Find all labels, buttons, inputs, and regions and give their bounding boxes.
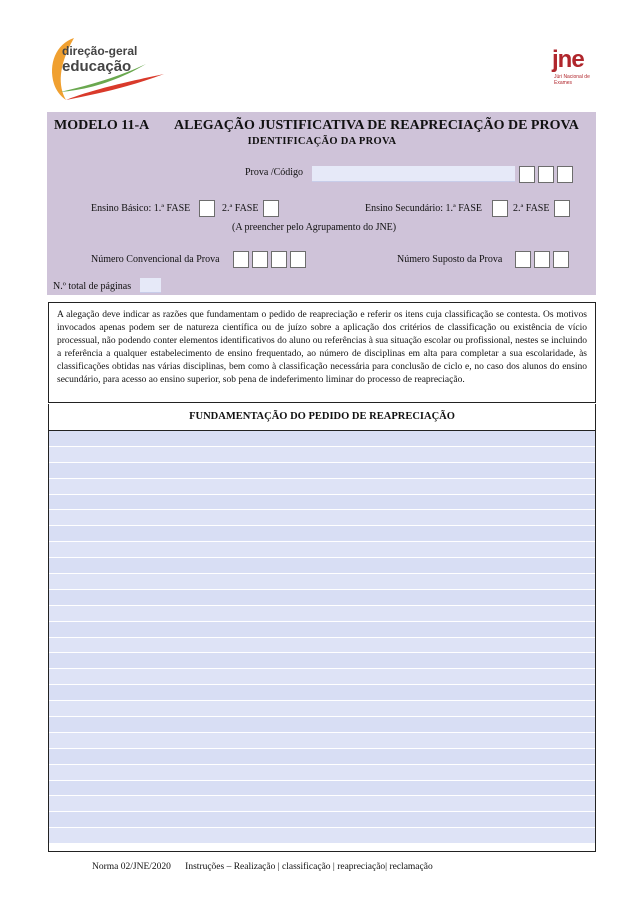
jne-logo: jne: [552, 46, 584, 73]
writing-line[interactable]: [49, 590, 595, 606]
footer: [92, 862, 433, 872]
numero-suposto-digit-2[interactable]: [534, 251, 550, 268]
writing-line[interactable]: [49, 765, 595, 781]
dge-logo-text: [62, 44, 137, 74]
agrupamento-note: (A preencher pelo Agrupamento do JNE): [232, 222, 397, 233]
numero-convencional-label: Número Convencional da Prova: [91, 254, 220, 265]
numero-convencional-digit-4[interactable]: [290, 251, 306, 268]
secundario-fase2-checkbox[interactable]: [554, 200, 570, 217]
writing-line[interactable]: [49, 542, 595, 558]
codigo-digit-2[interactable]: [538, 166, 554, 183]
writing-line[interactable]: [49, 796, 595, 812]
numero-suposto-label: Número Suposto da Prova: [397, 254, 503, 265]
basico-fase1-checkbox[interactable]: [199, 200, 215, 217]
dge-logo-line1: direção-geral: [62, 44, 138, 58]
writing-line[interactable]: [49, 685, 595, 701]
writing-line[interactable]: [49, 638, 595, 654]
writing-line[interactable]: [49, 495, 595, 511]
codigo-digit-3[interactable]: [557, 166, 573, 183]
total-paginas-field[interactable]: [140, 278, 161, 293]
writing-line[interactable]: [49, 701, 595, 717]
numero-suposto-digit-3[interactable]: [553, 251, 569, 268]
writing-line[interactable]: [49, 653, 595, 669]
writing-line[interactable]: [49, 622, 595, 638]
basico-fase2-checkbox[interactable]: [263, 200, 279, 217]
section-subtitle: IDENTIFICAÇÃO DA PROVA: [247, 136, 397, 147]
writing-line[interactable]: [49, 669, 595, 685]
document-title: [54, 118, 579, 134]
writing-line[interactable]: [49, 733, 595, 749]
dge-logo-line2: educação: [62, 58, 132, 75]
numero-convencional-digit-1[interactable]: [233, 251, 249, 268]
writing-line[interactable]: [49, 749, 595, 765]
prova-codigo-label: Prova /Código: [245, 167, 304, 178]
numero-suposto-digit-1[interactable]: [515, 251, 531, 268]
footer-instrucoes: Instruções – Realização | classificação | reapreciação| reclamação: [185, 862, 433, 872]
writing-line[interactable]: [49, 812, 595, 828]
secundario-fase1-label: Ensino Secundário: 1.ª FASE: [365, 203, 483, 214]
writing-line[interactable]: [49, 526, 595, 542]
basico-fase1-label: Ensino Básico: 1.ª FASE: [91, 203, 191, 214]
instructions-box: [48, 302, 596, 403]
writing-line[interactable]: [49, 781, 595, 797]
writing-line[interactable]: [49, 431, 595, 447]
numero-convencional-digit-3[interactable]: [271, 251, 287, 268]
secundario-fase2-label: 2.ª FASE: [513, 203, 550, 214]
writing-line[interactable]: [49, 447, 595, 463]
instructions-text: A alegação deve indicar as razões que fundamentam o pedido de reapreciação e referir os itens cuja classificação se contesta. Os motivos invocados apenas podem ser de natureza científica ou de juízo sobre a aplicação dos critérios de classificação ou existência de vício processual, não podendo conter elementos identificativos do aluno ou referências à sua situação escolar ou profissional, nestes se incluindo a referência a qualquer estabelecimento de ensino frequentado, ao número de disciplinas em alta para completar a sua escolaridade, às classificações obtidas nas várias disciplinas, bem como à classificação necessária para conclusão de ciclo e, no caso dos alunos do ensino secundário, para acesso ao ensino superior, sob pena de indeferimento liminar do processo de reapreciação.: [57, 310, 587, 385]
writing-line[interactable]: [49, 717, 595, 733]
writing-line[interactable]: [49, 463, 595, 479]
total-paginas-label: N.º total de páginas: [53, 281, 132, 292]
footer-norma: Norma 02/JNE/2020: [92, 862, 171, 872]
title-text: ALEGAÇÃO JUSTIFICATIVA DE REAPRECIAÇÃO DE PROVA: [174, 118, 579, 133]
writing-line[interactable]: [49, 479, 595, 495]
fundamentacao-lines[interactable]: [49, 431, 595, 844]
writing-line[interactable]: [49, 558, 595, 574]
basico-fase2-label: 2.ª FASE: [222, 203, 259, 214]
fundamentacao-section: [48, 404, 596, 852]
model-code: MODELO 11-A: [54, 118, 150, 133]
secundario-fase1-checkbox[interactable]: [492, 200, 508, 217]
codigo-digit-1[interactable]: [519, 166, 535, 183]
writing-line[interactable]: [49, 574, 595, 590]
writing-line[interactable]: [49, 828, 595, 844]
prova-name-field[interactable]: [312, 166, 515, 182]
jne-logo-subtitle: Júri Nacional de Exames: [554, 74, 590, 86]
fundamentacao-heading: FUNDAMENTAÇÃO DO PEDIDO DE REAPRECIAÇÃO: [49, 404, 595, 431]
writing-line[interactable]: [49, 606, 595, 622]
numero-convencional-digit-2[interactable]: [252, 251, 268, 268]
writing-line[interactable]: [49, 510, 595, 526]
